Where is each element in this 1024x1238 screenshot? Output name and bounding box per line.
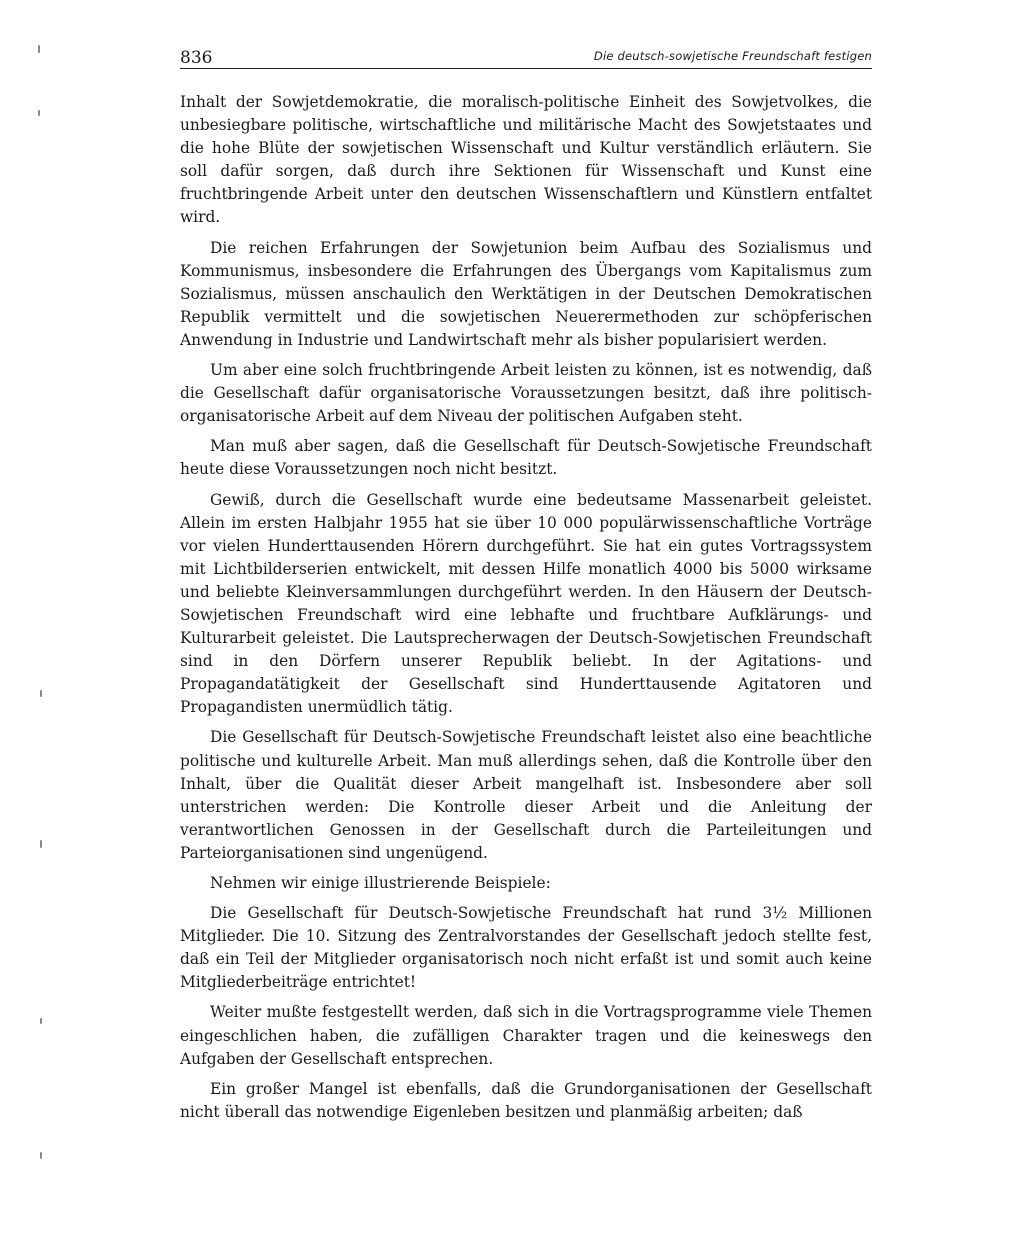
scan-mark: [40, 840, 42, 848]
page-number: 836: [180, 48, 213, 68]
paragraph: Man muß aber sagen, daß die Gesellschaft für Deutsch-Sowjetische Freundschaft heute diese Voraussetzungen noch nicht besitzt.: [180, 437, 872, 479]
paragraph: Ein großer Mangel ist ebenfalls, daß die Grundorganisationen der Gesellschaft nicht überall das notwendige Eigenleben besitzen und planmäßig arbeiten; daß: [180, 1079, 872, 1121]
paragraph: Nehmen wir einige illustrierende Beispiele:: [210, 874, 551, 892]
scan-mark: [38, 45, 40, 53]
scan-mark: [40, 1152, 42, 1159]
running-title: Die deutsch-sowjetische Freundschaft festigen: [593, 49, 872, 63]
page-header: [180, 40, 872, 69]
paragraph: Gewiß, durch die Gesellschaft wurde eine bedeutsame Massenarbeit geleistet. Allein im ersten Halbjahr 1955 hat sie über 10 000 populärwissenschaftliche Vorträge vor vielen Hunderttausenden Hörern durchgeführt. Sie hat ein gutes Vortragssystem mit Lichtbilderserien entwickelt, mit dessen Hilfe monatlich 4000 bis 5000 wirksame und beliebte Kleinversammlungen durchgeführt werden. In den Häusern der Deutsch-Sowjetischen Freundschaft wird eine lebhafte und fruchtbare Aufklärungs- und Kulturarbeit geleistet. Die Lautsprecherwagen der Deutsch-Sowjetischen Freundschaft sind in den Dörfern unserer Republik beliebt. In der Agitations- und Propagandatätigkeit der Gesellschaft sind Hunderttausende Agitatoren und Propagandisten unermüdlich tätig.: [180, 490, 872, 717]
paragraph: Die Gesellschaft für Deutsch-Sowjetische Freundschaft hat rund 3½ Millionen Mitglieder. Die 10. Sitzung des Zentralvorstandes der Gesellschaft jedoch stellte fest, daß ein Teil der Mitglieder organisatorisch noch nicht erfaßt ist und somit auch keine Mitgliederbeiträge entrichtet!: [180, 904, 872, 992]
paragraph: Inhalt der Sowjetdemokratie, die moralisch-politische Einheit des Sowjetvolkes, die unbesiegbare politische, wirtschaftliche und militärische Macht des Sowjetstaates und die hohe Blüte der sowjetischen Wissenschaft und Kultur verständlich erläutern. Sie soll dafür sorgen, daß durch ihre Sektionen für Wissenschaft und Kunst eine fruchtbringende Arbeit unter den deutschen Wissenschaftlern und Künstlern entfaltet wird.: [180, 93, 872, 227]
scan-mark: [40, 1018, 42, 1024]
paragraph: Weiter mußte festgestellt werden, daß sich in die Vortragsprogramme viele Themen eingeschlichen haben, die zufälligen Charakter tragen und die keineswegs den Aufgaben der Gesellschaft entsprechen.: [180, 1003, 872, 1068]
scan-mark: [40, 690, 42, 697]
body-text: [180, 91, 872, 1124]
paragraph: Die reichen Erfahrungen der Sowjetunion beim Aufbau des Sozialismus und Kommunismus, insbesondere die Erfahrungen des Übergangs vom Kapitalismus zum Sozialismus, müssen anschaulich den Werktätigen in der Deutschen Demokratischen Republik vermittelt und die sowjetischen Neuerermethoden zur schöpferischen Anwendung in Industrie und Landwirtschaft mehr als bisher popularisiert werden.: [180, 238, 872, 349]
book-page: [180, 40, 872, 1131]
scan-mark: [38, 110, 40, 116]
paragraph: Die Gesellschaft für Deutsch-Sowjetische Freundschaft leistet also eine beachtliche politische und kulturelle Arbeit. Man muß allerdings sehen, daß die Kontrolle über den Inhalt, über die Qualität dieser Arbeit mangelhaft ist. Insbesondere aber soll unterstrichen werden: Die Kontrolle dieser Arbeit und die Anleitung der verantwortlichen Genossen in der Gesellschaft durch die Parteileitungen und Parteiorganisationen sind ungenügend.: [180, 728, 872, 862]
paragraph: Um aber eine solch fruchtbringende Arbeit leisten zu können, ist es notwendig, daß die Gesellschaft dafür organisatorische Voraussetzungen besitzt, daß ihre politisch-organisatorische Arbeit auf dem Niveau der politischen Aufgaben steht.: [180, 361, 872, 426]
